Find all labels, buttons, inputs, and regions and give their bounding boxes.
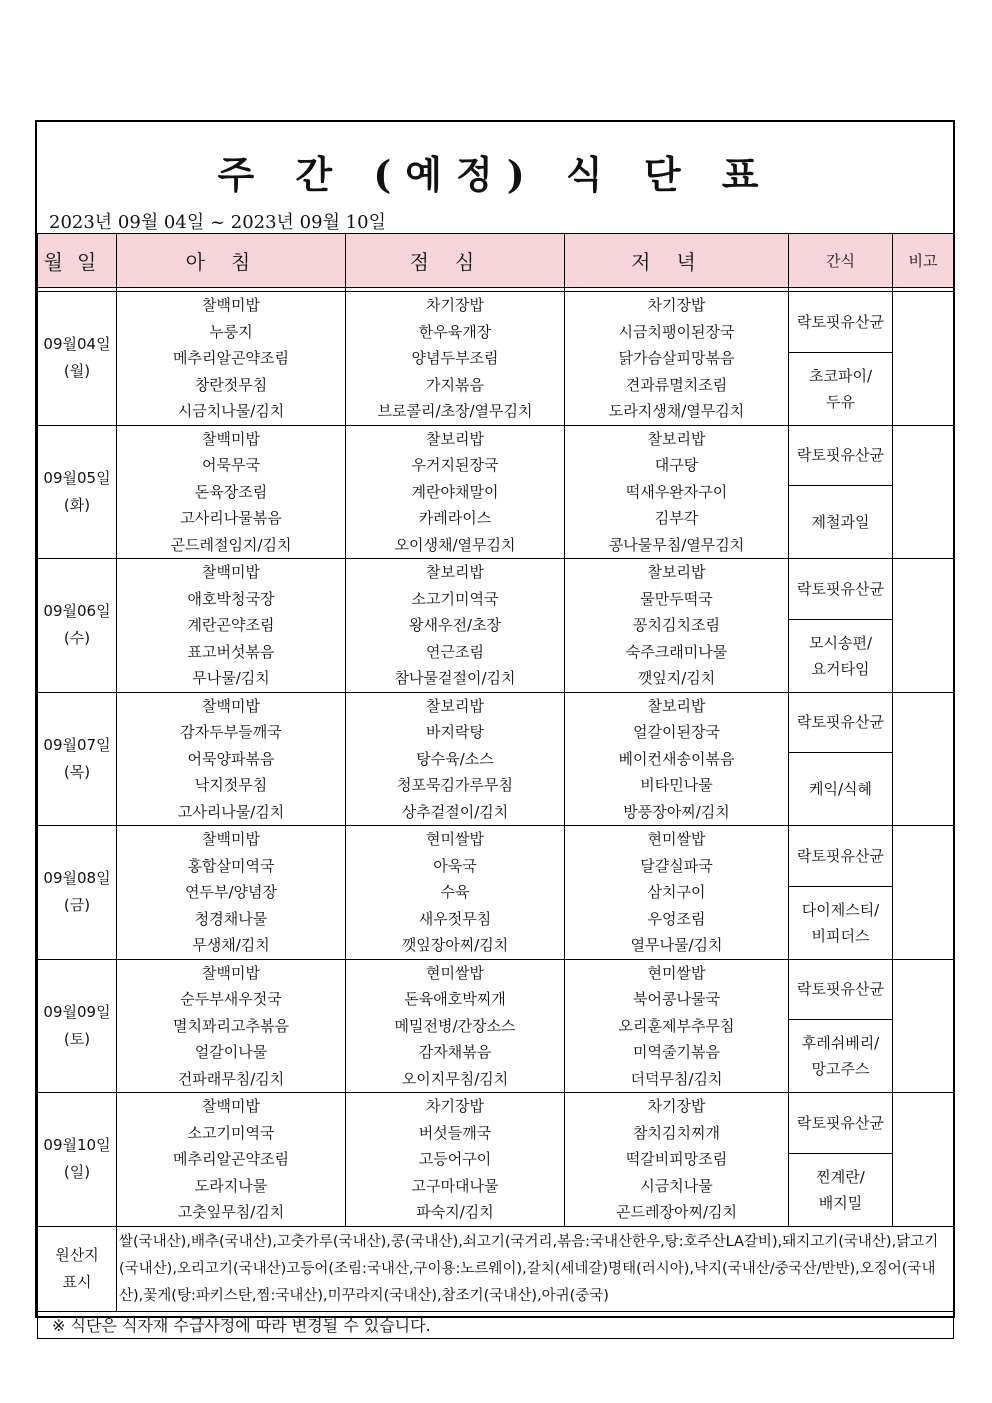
snack-probiotic: 락토핏유산균: [789, 826, 893, 887]
origin-label: [38, 1226, 117, 1311]
lunch-item: 찰보리밥: [426, 696, 484, 715]
dinner-item: 대구탕: [654, 456, 699, 474]
day-row: [38, 959, 954, 1020]
header-row: [38, 234, 954, 288]
lunch-item: 연근조림: [426, 642, 484, 661]
dinner-item: 물만두떡국: [640, 589, 713, 608]
dinner-item: 북어콩나물국: [633, 990, 720, 1008]
day-date: 09월06일: [43, 602, 111, 621]
snack-line: 두유: [826, 392, 855, 411]
day-date-cell: [38, 959, 117, 1093]
dinner-cell: [565, 292, 789, 426]
dinner-item: 시금치나물: [640, 1176, 713, 1195]
dinner-item: 콩나물무침/열무김치: [608, 535, 745, 554]
lunch-item: 찰보리밥: [426, 563, 484, 581]
dinner-item: 떡갈비피망조림: [625, 1150, 728, 1168]
lunch-item: 카레라이스: [418, 509, 492, 527]
breakfast-item: 찰백미밥: [202, 963, 260, 982]
breakfast-item: 얼갈이나물: [194, 1043, 268, 1061]
menu-body: [38, 292, 954, 1227]
breakfast-item: 애호박청국장: [187, 589, 275, 608]
origin-row: [38, 1226, 954, 1311]
breakfast-item: 찰백미밥: [202, 296, 260, 314]
breakfast-cell: [117, 425, 346, 559]
breakfast-item: 찰백미밥: [202, 429, 260, 448]
breakfast-item: 표고버섯볶음: [187, 642, 275, 661]
snack-line: 후레쉬베리/: [801, 1034, 880, 1053]
snack-item: [789, 352, 893, 425]
day-date: 09월07일: [43, 735, 111, 754]
snack-probiotic: 락토핏유산균: [789, 292, 893, 353]
note-cell: [893, 692, 954, 826]
day-weekday: (화): [63, 495, 91, 514]
breakfast-item: 시금치나물/김치: [177, 402, 285, 420]
breakfast-cell: [117, 959, 346, 1093]
breakfast-item: 낙지젓무침: [194, 776, 268, 794]
day-date-cell: [38, 692, 117, 826]
breakfast-item: 창란젓무침: [194, 375, 268, 394]
breakfast-item: 돈육장조림: [194, 482, 268, 501]
dinner-cell: [565, 826, 789, 960]
breakfast-item: 메추리알곤약조림: [173, 349, 289, 367]
dinner-item: 미역줄기볶음: [633, 1043, 720, 1061]
lunch-cell: [346, 826, 565, 960]
breakfast-item: 청경채나물: [194, 909, 268, 928]
dinner-item: 오리훈제부추무침: [618, 1016, 735, 1035]
lunch-item: 상추겉절이/김치: [401, 802, 509, 821]
snack-item: [789, 619, 893, 692]
breakfast-item: 찰백미밥: [202, 1097, 260, 1115]
day-row: [38, 425, 954, 486]
note-cell: [893, 826, 954, 960]
dinner-item: 현미쌀밥: [647, 963, 706, 982]
lunch-item: 우거지된장국: [411, 456, 499, 474]
lunch-item: 바지락탕: [426, 723, 484, 741]
lunch-item: 양념두부조림: [411, 349, 499, 367]
breakfast-item: 어묵무국: [202, 456, 260, 474]
lunch-item: 탕수육/소스: [416, 749, 494, 768]
breakfast-item: 고사리나물/김치: [177, 802, 285, 821]
breakfast-item: 찰백미밥: [202, 563, 260, 581]
dinner-item: 얼갈이된장국: [633, 723, 720, 741]
snack-line: 요거타임: [811, 659, 870, 678]
menu-table: [37, 233, 954, 1339]
dinner-item: 닭가슴살피망볶음: [618, 349, 735, 367]
lunch-cell: [346, 559, 565, 693]
note-cell: [893, 559, 954, 693]
day-weekday: (금): [63, 896, 91, 915]
day-weekday: (월): [63, 362, 91, 381]
day-weekday: (토): [63, 1029, 91, 1048]
snack-line: 다이제스티/: [801, 900, 880, 919]
dinner-item: 찰보리밥: [647, 563, 706, 581]
lunch-item: 브로콜리/초장/열무김치: [377, 402, 533, 420]
day-weekday: (목): [63, 762, 91, 781]
day-date-cell: [38, 1093, 117, 1227]
dinner-item: 찰보리밥: [647, 696, 706, 715]
day-date: 09월10일: [43, 1136, 111, 1155]
lunch-item: 계란야채말이: [411, 482, 499, 501]
day-date: 09월08일: [43, 869, 111, 888]
dinner-item: 현미쌀밥: [647, 830, 706, 848]
dinner-item: 꽁치김치조림: [633, 616, 720, 634]
date-range: 2023년 09월 04일 ~ 2023년 09월 10일: [49, 212, 386, 233]
day-date-cell: [38, 826, 117, 960]
origin-label-line1: 원산지: [55, 1245, 99, 1264]
dinner-item: 시금치팽이된장국: [618, 322, 735, 341]
breakfast-cell: [117, 559, 346, 693]
page-title: 주 간 (예정) 식 단 표: [217, 152, 773, 197]
dinner-cell: [565, 1093, 789, 1227]
snack-probiotic: 락토핏유산균: [789, 425, 893, 486]
breakfast-item: 곤드레절임지/김치: [170, 535, 292, 554]
breakfast-item: 찰백미밥: [202, 696, 260, 715]
lunch-item: 아욱국: [433, 856, 477, 875]
day-weekday: (수): [63, 629, 91, 648]
lunch-item: 새우젓무침: [418, 909, 492, 928]
breakfast-item: 무생채/김치: [192, 936, 270, 954]
snack-probiotic: 락토핏유산균: [789, 1093, 893, 1154]
day-row: [38, 292, 954, 353]
breakfast-item: 멸치꽈리고추볶음: [173, 1016, 289, 1035]
dinner-item: 비타민나물: [640, 776, 713, 794]
breakfast-item: 무나물/김치: [192, 669, 270, 687]
day-row: [38, 692, 954, 753]
lunch-item: 버섯들깨국: [418, 1123, 492, 1142]
day-date: 09월09일: [43, 1002, 111, 1021]
breakfast-cell: [117, 692, 346, 826]
snack-line: 배지밀: [818, 1193, 863, 1212]
dinner-item: 삼치구이: [647, 883, 706, 901]
snack-line: 제철과일: [811, 513, 870, 532]
breakfast-item: 감자두부들깨국: [180, 723, 282, 741]
snack-item: [789, 1153, 893, 1226]
lunch-item: 차기장밥: [426, 1097, 484, 1115]
breakfast-item: 찰백미밥: [202, 830, 260, 848]
breakfast-item: 누룽지: [209, 322, 253, 341]
header-note: 비고: [893, 234, 954, 288]
snack-line: 모시송편/: [808, 633, 872, 652]
header-snack: 간식: [789, 234, 893, 288]
dinner-item: 곤드레장아찌/김치: [616, 1203, 737, 1221]
dinner-item: 도라지생채/열무김치: [608, 402, 745, 420]
snack-probiotic: 락토핏유산균: [789, 559, 893, 620]
breakfast-cell: [117, 1093, 346, 1227]
lunch-cell: [346, 425, 565, 559]
dinner-item: 차기장밥: [647, 296, 706, 314]
lunch-item: 고구마대나물: [411, 1176, 499, 1195]
dinner-cell: [565, 425, 789, 559]
breakfast-item: 도라지나물: [194, 1176, 268, 1195]
breakfast-item: 고춧잎무침/김치: [177, 1203, 285, 1221]
day-date-cell: [38, 425, 117, 559]
lunch-item: 가지볶음: [426, 375, 484, 394]
breakfast-item: 건파래무침/김치: [177, 1069, 285, 1088]
dinner-item: 방풍장아찌/김치: [623, 802, 730, 821]
dinner-item: 숙주크래미나물: [625, 642, 728, 661]
lunch-item: 한우육개장: [418, 322, 492, 341]
snack-probiotic: 락토핏유산균: [789, 692, 893, 753]
lunch-item: 소고기미역국: [411, 589, 499, 608]
lunch-item: 찰보리밥: [426, 429, 484, 448]
lunch-item: 수육: [440, 883, 470, 901]
lunch-item: 깻잎장아찌/김치: [401, 936, 509, 954]
breakfast-item: 계란곤약조림: [187, 616, 275, 634]
snack-line: 망고주스: [811, 1060, 870, 1079]
day-row: [38, 826, 954, 887]
lunch-item: 차기장밥: [426, 296, 484, 314]
snack-item: [789, 886, 893, 959]
snack-item: [789, 753, 893, 826]
snack-line: 케익/식혜: [808, 780, 872, 799]
breakfast-item: 순두부새우젓국: [180, 990, 282, 1008]
header-lunch: 점심: [346, 234, 565, 288]
origin-text: 쌀(국내산),배추(국내산),고춧가루(국내산),콩(국내산),쇠고기(국거리,볶음:국내산한우,탕:호주산LA갈비),돼지고기(국내산),닭고기(국내산),오리고기(국내산)고등어(조림:국내산,구이용:노르웨이),갈치(세네갈)명태(러시아),낙지(국내산/중국산/반반),오징어(국내산),꽃게(탕:파키스탄,찜:국내산),미꾸라지(국내산),참조기(국내산),아귀(중국): [117, 1226, 954, 1311]
breakfast-item: 고사리나물볶음: [180, 509, 282, 527]
dinner-cell: [565, 692, 789, 826]
dinner-cell: [565, 959, 789, 1093]
dinner-item: 열무나물/김치: [630, 936, 723, 954]
lunch-item: 고등어구이: [418, 1150, 492, 1168]
lunch-item: 감자채볶음: [418, 1043, 492, 1061]
note-cell: [893, 425, 954, 559]
lunch-cell: [346, 959, 565, 1093]
day-date-cell: [38, 292, 117, 426]
header-breakfast: 아침: [117, 234, 346, 288]
breakfast-cell: [117, 826, 346, 960]
lunch-item: 청포묵김가루무침: [397, 776, 513, 794]
lunch-item: 현미쌀밥: [426, 830, 484, 848]
lunch-item: 파숙지/김치: [416, 1203, 494, 1221]
lunch-item: 돈육애호박찌개: [404, 990, 506, 1008]
lunch-item: 왕새우전/초장: [409, 616, 501, 634]
note-cell: [893, 1093, 954, 1227]
note-cell: [893, 959, 954, 1093]
dinner-item: 우엉조림: [647, 909, 706, 928]
snack-line: 찐계란/: [816, 1167, 865, 1186]
dinner-item: 김부각: [654, 509, 699, 527]
dinner-item: 깻잎지/김치: [637, 669, 716, 687]
dinner-item: 베이컨새송이볶음: [618, 749, 735, 768]
lunch-cell: [346, 692, 565, 826]
menu-sheet: [35, 120, 955, 1335]
footnote-row: [38, 1311, 954, 1338]
lunch-item: 오이지무침/김치: [401, 1069, 509, 1088]
snack-item: [789, 1020, 893, 1093]
snack-probiotic: 락토핏유산균: [789, 959, 893, 1020]
note-cell: [893, 292, 954, 426]
lunch-cell: [346, 1093, 565, 1227]
breakfast-item: 소고기미역국: [187, 1123, 275, 1142]
dinner-cell: [565, 559, 789, 693]
dinner-item: 떡새우완자구이: [625, 482, 728, 501]
dinner-item: 견과류멸치조림: [625, 375, 728, 394]
lunch-cell: [346, 292, 565, 426]
breakfast-item: 홍합살미역국: [187, 856, 275, 875]
dinner-item: 참치김치찌개: [633, 1123, 720, 1142]
day-date-cell: [38, 559, 117, 693]
breakfast-item: 연두부/양념장: [185, 883, 277, 901]
dinner-item: 달걀실파국: [640, 856, 713, 875]
footnote: ※ 식단은 식자재 수급사정에 따라 변경될 수 있습니다.: [38, 1311, 954, 1338]
snack-line: 초코파이/: [808, 366, 872, 385]
header-dinner: 저녁: [565, 234, 789, 288]
day-date: 09월04일: [43, 335, 111, 354]
origin-label-line2: 표시: [62, 1272, 92, 1291]
day-row: [38, 1093, 954, 1154]
day-weekday: (일): [63, 1163, 91, 1182]
header-date: 월일: [38, 234, 117, 288]
snack-line: 비피더스: [811, 926, 870, 945]
lunch-item: 현미쌀밥: [426, 963, 484, 982]
breakfast-item: 어묵양파볶음: [187, 749, 275, 768]
lunch-item: 메밀전병/간장소스: [394, 1016, 516, 1035]
dinner-item: 더덕무침/김치: [630, 1069, 723, 1088]
dinner-item: 차기장밥: [647, 1097, 706, 1115]
day-row: [38, 559, 954, 620]
breakfast-item: 메추리알곤약조림: [173, 1150, 289, 1168]
dinner-item: 찰보리밥: [647, 429, 706, 448]
lunch-item: 오이생채/열무김치: [394, 535, 516, 554]
day-date: 09월05일: [43, 468, 111, 487]
lunch-item: 참나물겉절이/김치: [394, 669, 516, 687]
breakfast-cell: [117, 292, 346, 426]
snack-item: [789, 486, 893, 559]
